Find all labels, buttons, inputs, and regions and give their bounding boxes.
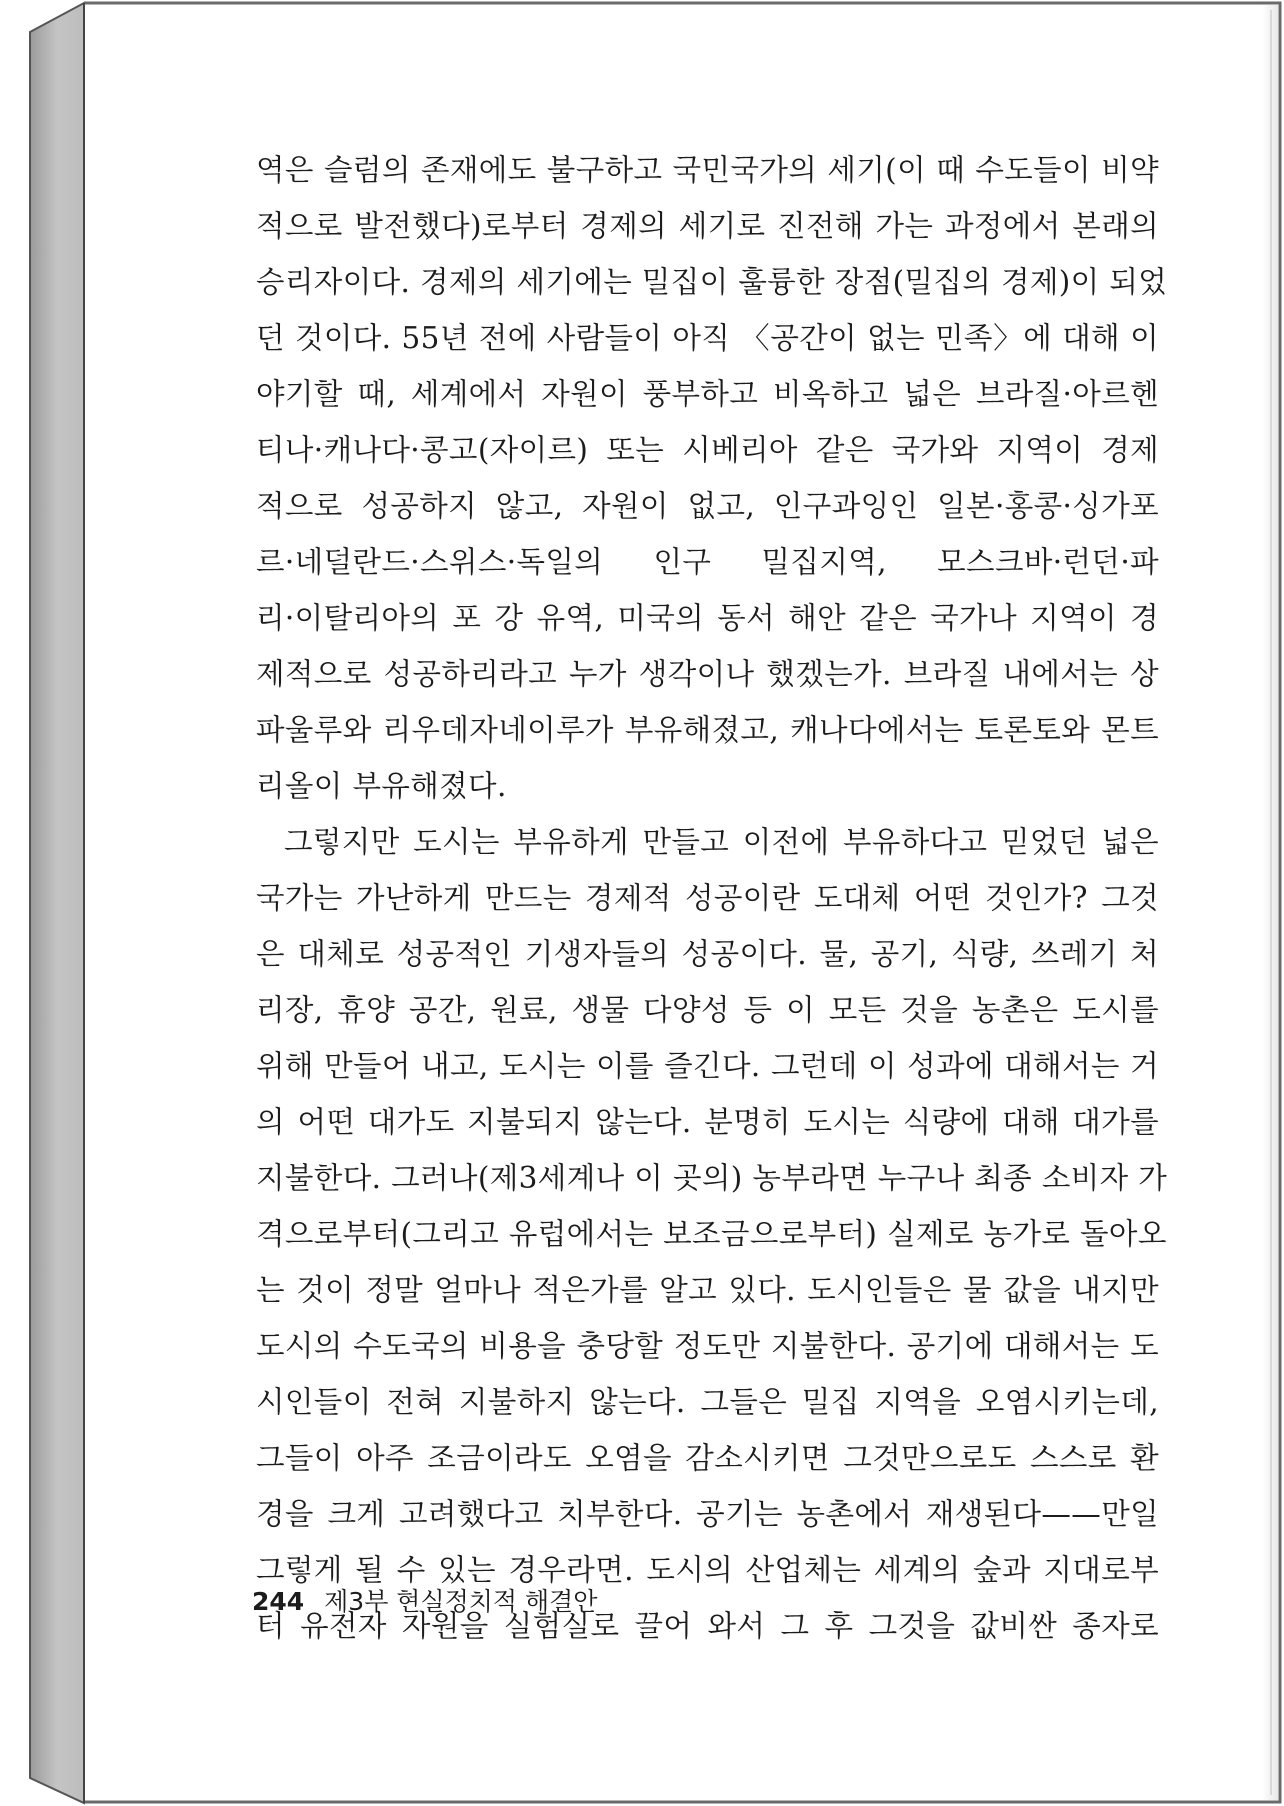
text-line: 리올이 부유해졌다. bbox=[256, 769, 507, 803]
text-line: 역은 슬럼의 존재에도 불구하고 국민국가의 세기(이 때 수도들이 비약 bbox=[256, 153, 1159, 187]
text-line: 리·이탈리아의 포 강 유역, 미국의 동서 해안 같은 국가나 지역이 경 bbox=[256, 601, 1159, 635]
text-line: 적으로 발전했다)로부터 경제의 세기로 진전해 가는 과정에서 본래의 bbox=[256, 209, 1159, 243]
text-line: 그들이 아주 조금이라도 오염을 감소시키면 그것만으로도 스스로 환 bbox=[256, 1441, 1159, 1475]
text-line: 는 것이 정말 얼마나 적은가를 알고 있다. 도시인들은 물 값을 내지만 bbox=[256, 1273, 1159, 1307]
text-line: 은 대체로 성공적인 기생자들의 성공이다. 물, 공기, 식량, 쓰레기 처 bbox=[256, 937, 1159, 971]
text-line: 그렇지만 도시는 부유하게 만들고 이전에 부유하다고 믿었던 넓은 bbox=[284, 825, 1159, 859]
text-line: 야기할 때, 세계에서 자원이 풍부하고 비옥하고 넓은 브라질·아르헨 bbox=[256, 377, 1159, 411]
text-line: 국가는 가난하게 만드는 경제적 성공이란 도대체 어떤 것인가? 그것 bbox=[256, 881, 1159, 915]
page-body bbox=[256, 142, 1168, 1654]
text-line: 그렇게 될 수 있는 경우라면. 도시의 산업체는 세계의 숲과 지대로부 bbox=[256, 1553, 1159, 1587]
text-line: 지불한다. 그러나(제3세계나 이 곳의) 농부라면 누구나 최종 소비자 가 bbox=[256, 1161, 1168, 1195]
page-footer bbox=[252, 1582, 597, 1618]
page-number: 244 bbox=[252, 1587, 305, 1616]
text-line: 리장, 휴양 공간, 원료, 생물 다양성 등 이 모든 것을 농촌은 도시를 bbox=[256, 993, 1159, 1027]
text-line: 의 어떤 대가도 지불되지 않는다. 분명히 도시는 식량에 대해 대가를 bbox=[256, 1105, 1159, 1139]
text-line: 파울루와 리우데자네이루가 부유해졌고, 캐나다에서는 토론토와 몬트 bbox=[256, 713, 1159, 747]
text-line: 승리자이다. 경제의 세기에는 밀집이 훌륭한 장점(밀집의 경제)이 되었 bbox=[256, 265, 1168, 299]
text-line: 터 유전자 자원을 실험실로 끌어 와서 그 후 그것을 값비싼 종자로 bbox=[256, 1609, 1159, 1643]
text-line: 던 것이다. 55년 전에 사람들이 아직 〈공간이 없는 민족〉에 대해 이 bbox=[256, 321, 1159, 355]
text-line: 티나·캐나다·콩고(자이르) 또는 시베리아 같은 국가와 지역이 경제 bbox=[256, 433, 1159, 467]
text-line: 시인들이 전혀 지불하지 않는다. 그들은 밀집 지역을 오염시키는데, bbox=[256, 1385, 1159, 1419]
text-line: 격으로부터(그리고 유럽에서는 보조금으로부터) 실제로 농가로 돌아오 bbox=[256, 1217, 1167, 1251]
text-line: 도시의 수도국의 비용을 충당할 정도만 지불한다. 공기에 대해서는 도 bbox=[256, 1329, 1159, 1363]
text-line: 제적으로 성공하리라고 누가 생각이나 했겠는가. 브라질 내에서는 상 bbox=[256, 657, 1159, 691]
text-line: 위해 만들어 내고, 도시는 이를 즐긴다. 그런데 이 성과에 대해서는 거 bbox=[256, 1049, 1159, 1083]
section-title: 제3부 현실정치적 해결안 bbox=[324, 1587, 598, 1616]
text-line: 적으로 성공하지 않고, 자원이 없고, 인구과잉인 일본·홍콩·싱가포 bbox=[256, 489, 1159, 523]
text-line: 르·네덜란드·스위스·독일의 인구 밀집지역, 모스크바·런던·파 bbox=[256, 545, 1159, 579]
text-line: 경을 크게 고려했다고 치부한다. 공기는 농촌에서 재생된다——만일 bbox=[256, 1497, 1159, 1531]
